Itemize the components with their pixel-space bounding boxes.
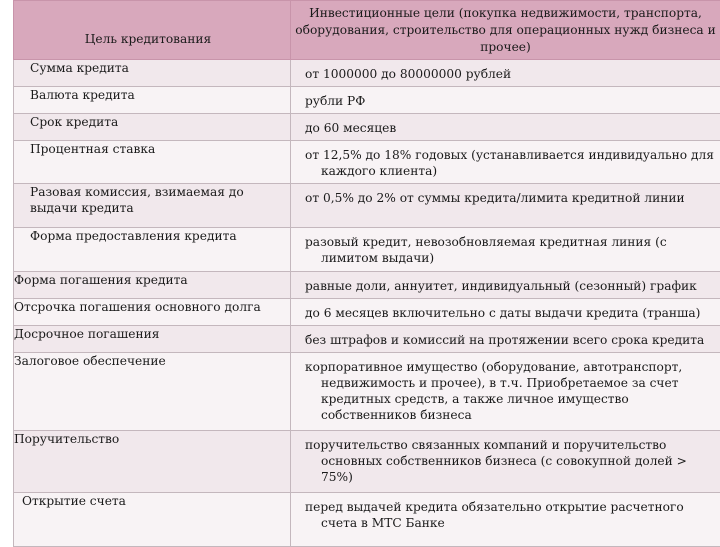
row-label-cell (14, 228, 291, 272)
table-row (14, 141, 720, 184)
row-label-cell (14, 87, 291, 114)
row-value-cell (291, 60, 720, 87)
row-label: Срок кредита (30, 114, 290, 130)
row-value: поручительство связанных компаний и поручительство основных собственников бизнеса (с совокупной долей > 75%) (291, 431, 720, 489)
row-value-cell (291, 493, 720, 547)
row-label-cell (14, 272, 291, 299)
row-label-cell (14, 353, 291, 431)
row-label-cell (14, 114, 291, 141)
row-value: без штрафов и комиссий на протяжении всего срока кредита (291, 326, 720, 352)
table-row (14, 272, 720, 299)
credit-terms-table (13, 0, 720, 547)
row-value: от 1000000 до 80000000 рублей (291, 60, 720, 86)
row-value-cell (291, 114, 720, 141)
row-value: равные доли, аннуитет, индивидуальный (сезонный) график (291, 272, 720, 298)
table-row (14, 184, 720, 228)
table-row (14, 493, 720, 547)
row-label-cell (14, 431, 291, 493)
row-label-cell (14, 299, 291, 326)
row-value: до 60 месяцев (291, 114, 720, 140)
row-label-cell (14, 60, 291, 87)
row-label: Поручительство (14, 431, 290, 447)
row-value-cell (291, 87, 720, 114)
row-label-cell (14, 493, 291, 547)
row-label: Залоговое обеспечение (14, 353, 290, 369)
row-label: Форма погашения кредита (14, 272, 290, 288)
row-value-cell (291, 184, 720, 228)
row-value-cell (291, 299, 720, 326)
table-row (14, 228, 720, 272)
row-label-cell (14, 184, 291, 228)
row-label-cell (14, 326, 291, 353)
row-value-cell (291, 353, 720, 431)
row-value-cell (291, 326, 720, 353)
table-row (14, 326, 720, 353)
table-row (14, 431, 720, 493)
row-value-cell (291, 228, 720, 272)
row-label: Форма предоставления кредита (30, 228, 290, 244)
header-label: Цель кредитования (14, 13, 290, 47)
row-label: Открытие счета (22, 493, 290, 509)
table-row (14, 299, 720, 326)
row-value: до 6 месяцев включительно с даты выдачи кредита (транша) (291, 299, 720, 325)
row-value: от 12,5% до 18% годовых (устанавливается индивидуально для каждого клиента) (291, 141, 720, 183)
row-label: Процентная ставка (30, 141, 290, 157)
row-label: Отсрочка погашения основного долга (14, 299, 290, 315)
row-label: Сумма кредита (30, 60, 290, 76)
header-value: Инвестиционные цели (покупка недвижимости, транспорта, оборудования, строительство для операционных нужд бизнеса и прочее) (291, 3, 720, 58)
row-label-cell (14, 141, 291, 184)
row-label: Разовая комиссия, взимаемая до выдачи кредита (30, 184, 290, 216)
table-row (14, 353, 720, 431)
row-value-cell (291, 141, 720, 184)
row-value: от 0,5% до 2% от суммы кредита/лимита кредитной линии (291, 184, 720, 210)
header-label-cell (14, 1, 291, 60)
row-label: Досрочное погашения (14, 326, 290, 342)
row-value-cell (291, 272, 720, 299)
table-row (14, 87, 720, 114)
row-value: разовый кредит, невозобновляемая кредитная линия (с лимитом выдачи) (291, 228, 720, 270)
row-label: Валюта кредита (30, 87, 290, 103)
table-row (14, 114, 720, 141)
table-header-row (14, 1, 720, 60)
row-value: корпоративное имущество (оборудование, автотранспорт, недвижимость и прочее), в т.ч. Приобретаемое за счет кредитных средств, а также личное имущество собственников бизнеса (291, 353, 720, 427)
row-value: перед выдачей кредита обязательно открытие расчетного счета в МТС Банке (291, 493, 720, 535)
row-value: рубли РФ (291, 87, 720, 113)
table-row (14, 60, 720, 87)
header-value-cell (291, 1, 720, 60)
row-value-cell (291, 431, 720, 493)
